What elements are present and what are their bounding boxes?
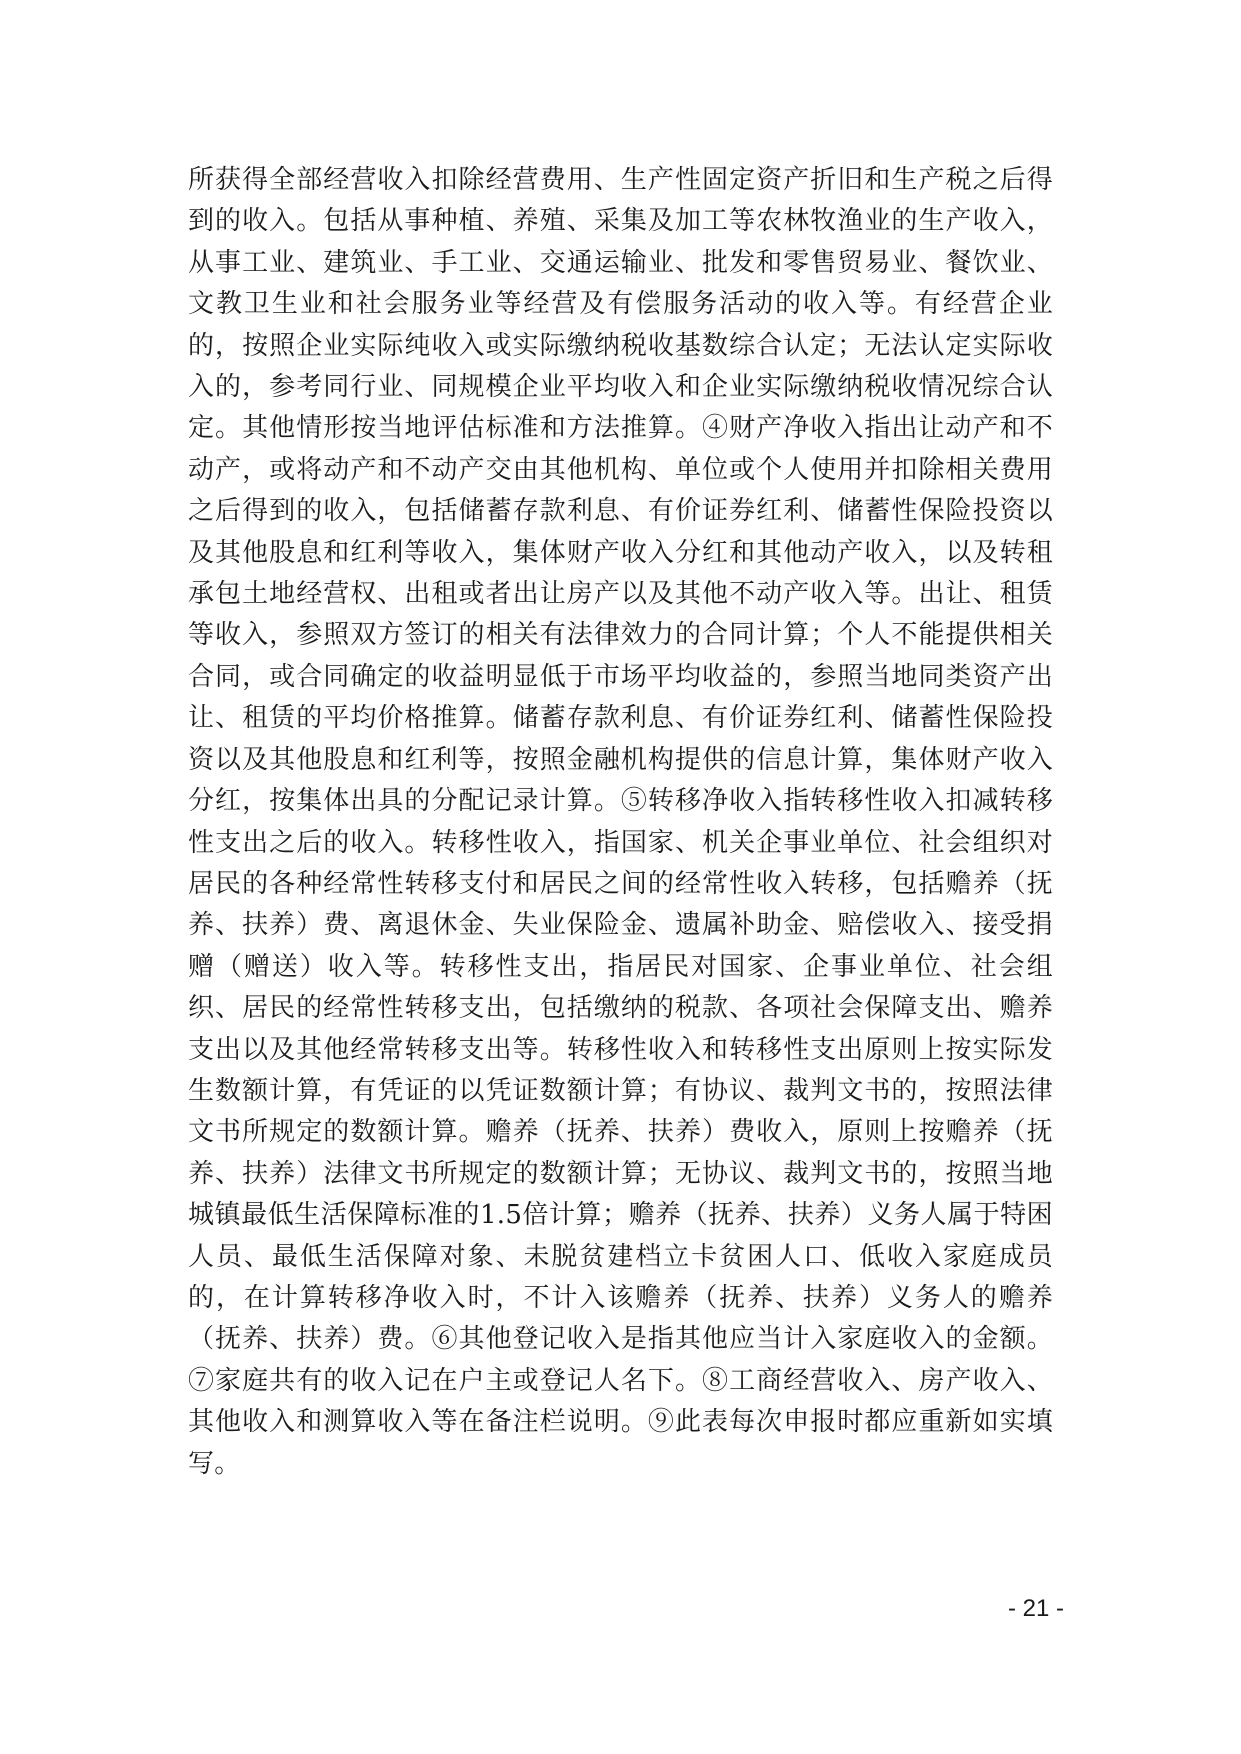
body-paragraph: 所获得全部经营收入扣除经营费用、生产性固定资产折旧和生产税之后得到的收入。包括从事种植、养殖、采集及加工等农林牧渔业的生产收入，从事工业、建筑业、手工业、交通运输业、批发和零售贸易业、餐饮业、文教卫生业和社会服务业等经营及有偿服务活动的收入等。有经营企业的，按照企业实际纯收入或实际缴纳税收基数综合认定；无法认定实际收入的，参考同行业、同规模企业平均收入和企业实际缴纳税收情况综合认定。其他情形按当地评估标准和方法推算。④财产净收入指出让动产和不动产，或将动产和不动产交由其他机构、单位或个人使用并扣除相关费用之后得到的收入，包括储蓄存款利息、有价证券红利、储蓄性保险投资以及其他股息和红利等收入，集体财产收入分红和其他动产收入，以及转租承包土地经营权、出租或者出让房产以及其他不动产收入等。出让、租赁等收入，参照双方签订的相关有法律效力的合同计算；个人不能提供相关合同，或合同确定的收益明显低于市场平均收益的，参照当地同类资产出让、租赁的平均价格推算。储蓄存款利息、有价证券红利、储蓄性保险投资以及其他股息和红利等，按照金融机构提供的信息计算，集体财产收入分红，按集体出具的分配记录计算。⑤转移净收入指转移性收入扣减转移性支出之后的收入。转移性收入，指国家、机关企事业单位、社会组织对居民的各种经常性转移支付和居民之间的经常性收入转移，包括赡养（抚养、扶养）费、离退休金、失业保险金、遗属补助金、赔偿收入、接受捐赠（赠送）收入等。转移性支出，指居民对国家、企事业单位、社会组织、居民的经常性转移支出，包括缴纳的税款、各项社会保障支出、赡养支出以及其他经常转移支出等。转移性收入和转移性支出原则上按实际发生数额计算，有凭证的以凭证数额计算；有协议、裁判文书的，按照法律文书所规定的数额计算。赡养（抚养、扶养）费收入，原则上按赡养（抚养、扶养）法律文书所规定的数额计算；无协议、裁判文书的，按照当地城镇最低生活保障标准的1.5倍计算；赡养（抚养、扶养）义务人属于特困人员、最低生活保障对象、未脱贫建档立卡贫困人口、低收入家庭成员的，在计算转移净收入时，不计入该赡养（抚养、扶养）义务人的赡养（抚养、扶养）费。⑥其他登记收入是指其他应当计入家庭收入的金额。⑦家庭共有的收入记在户主或登记人名下。⑧工商经营收入、房产收入、其他收入和测算收入等在备注栏说明。⑨此表每次申报时都应重新如实填写。 xyxy=(188,165,1053,1479)
page-number: - 21 - xyxy=(1007,1595,1064,1622)
